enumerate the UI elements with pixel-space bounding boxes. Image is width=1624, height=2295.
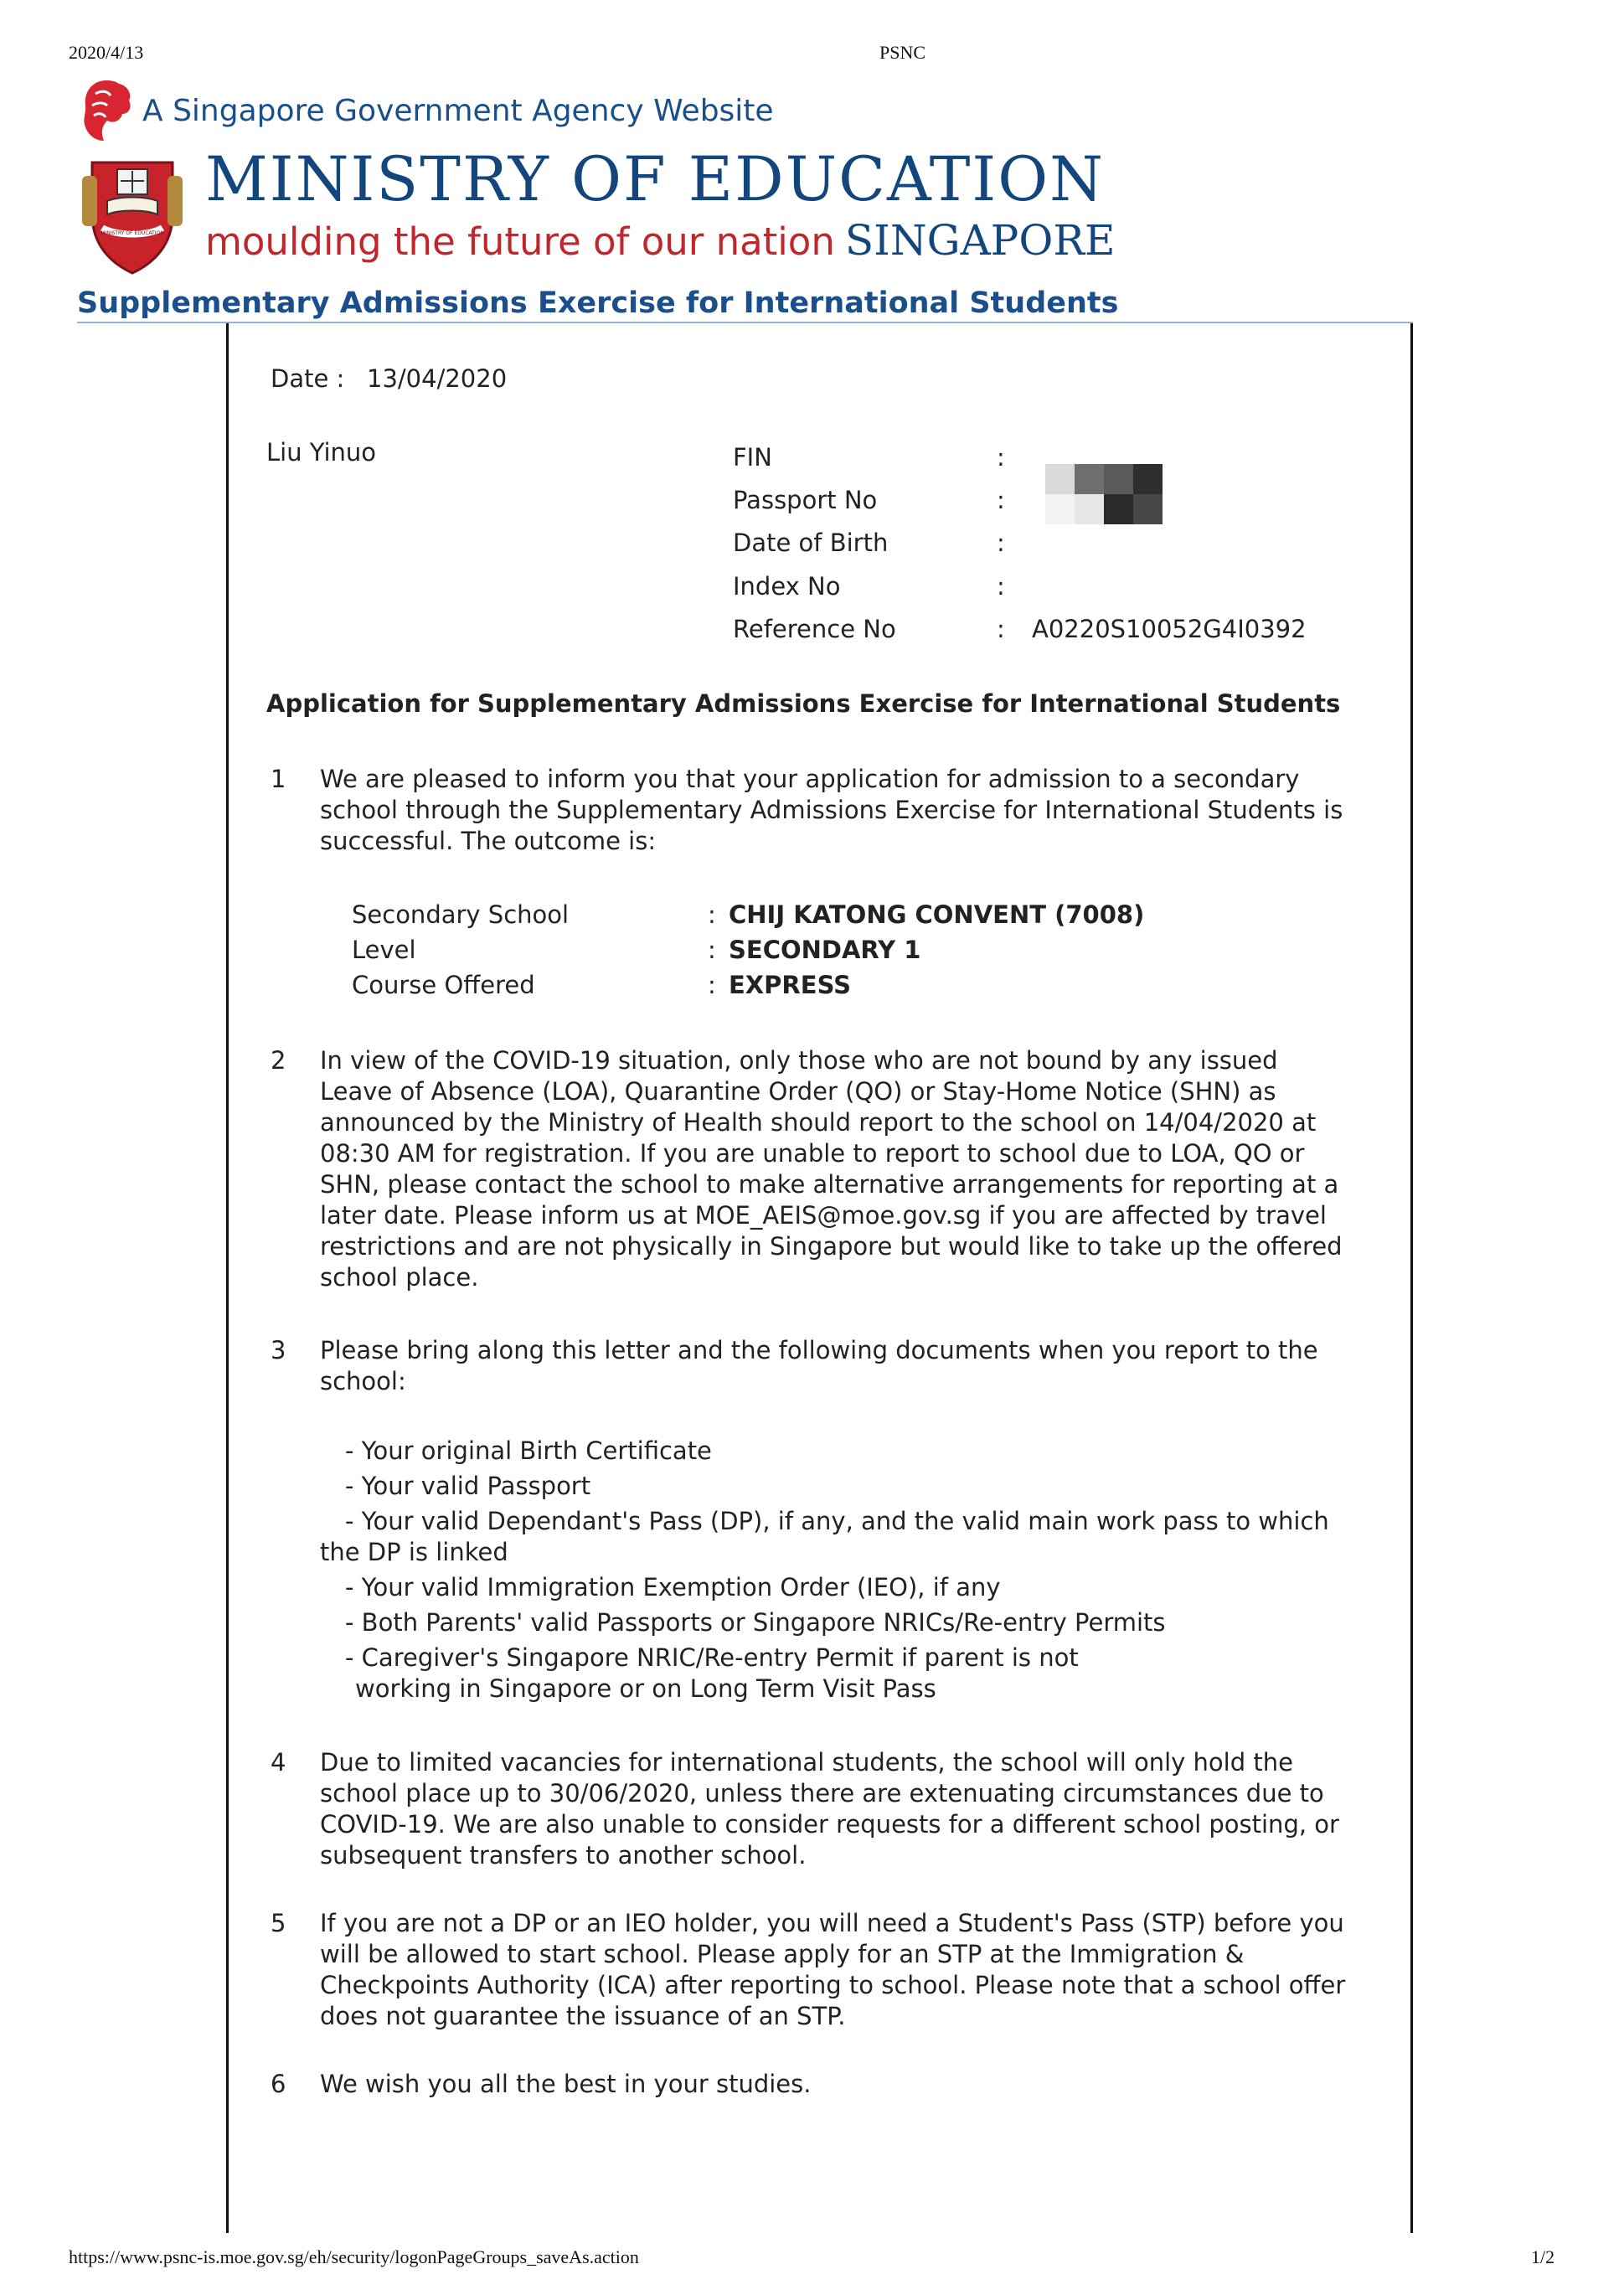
paragraph-2-line: 08:30 AM for registration. If you are unable to report to school due to LOA, QO or	[320, 1139, 1305, 1168]
paragraph-6-line: We wish you all the best in your studies.	[320, 2070, 812, 2098]
field-label-reference: Reference No	[733, 615, 896, 643]
redaction-mosaic	[1045, 464, 1163, 524]
paragraph-2-line: restrictions and are not physically in Singapore but would like to take up the offered	[320, 1232, 1343, 1261]
date-label: Date :	[271, 364, 345, 393]
field-label-fin: FIN	[733, 443, 772, 472]
outcome-label-school: Secondary School	[352, 900, 570, 929]
outcome-value-level: SECONDARY 1	[729, 936, 921, 964]
paragraph-1-line: We are pleased to inform you that your application for admission to a secondary	[320, 765, 1300, 793]
paragraph-5-line: does not guarantee the issuance of an STP.	[320, 2002, 846, 2030]
print-title: PSNC	[879, 42, 926, 63]
document-item: - Your original Birth Certificate	[345, 1436, 712, 1465]
print-date: 2020/4/13	[69, 42, 144, 63]
page-title: Supplementary Admissions Exercise for International Students	[77, 286, 1119, 320]
paragraph-2-line: announced by the Ministry of Health should report to the school on 14/04/2020 at	[320, 1108, 1317, 1137]
paragraph-5-line: will be allowed to start school. Please apply for an STP at the Immigration &	[320, 1940, 1245, 1968]
document-item: - Your valid Passport	[345, 1472, 591, 1500]
paragraph-5-line: If you are not a DP or an IEO holder, you will need a Student's Pass (STP) before you	[320, 1909, 1344, 1937]
document-item: - Your valid Dependant's Pass (DP), if any, and the valid main work pass to which	[345, 1507, 1329, 1535]
letter-frame-left	[226, 323, 229, 2233]
paragraph-1-line: successful. The outcome is:	[320, 827, 657, 855]
paragraph-number: 1	[271, 765, 286, 793]
document-item: - Caregiver's Singapore NRIC/Re-entry Permit if parent is not	[345, 1643, 1079, 1672]
paragraph-2-line: school place.	[320, 1263, 479, 1292]
paragraph-2-line: In view of the COVID-19 situation, only those who are not bound by any issued	[320, 1046, 1278, 1075]
paragraph-4-line: COVID-19. We are also unable to consider requests for a different school posting, or	[320, 1810, 1339, 1839]
field-sep-dob: :	[997, 529, 1005, 557]
lion-head-icon	[77, 77, 136, 144]
paragraph-number: 6	[271, 2070, 286, 2098]
ministry-country: SINGAPORE	[844, 216, 1116, 265]
paragraph-2-line: SHN, please contact the school to make alternative arrangements for reporting at a	[320, 1170, 1339, 1199]
field-sep-passport: :	[997, 486, 1005, 514]
outcome-sep-school: :	[708, 900, 716, 929]
student-name: Liu Yinuo	[266, 438, 377, 467]
field-sep-fin: :	[997, 443, 1005, 472]
document-item: - Both Parents' valid Passports or Singapore NRICs/Re-entry Permits	[345, 1608, 1166, 1637]
field-sep-reference: :	[997, 615, 1005, 643]
document-item-continued: the DP is linked	[320, 1538, 508, 1566]
document-item-continued: working in Singapore or on Long Term Visit Pass	[355, 1674, 936, 1703]
letter-subject: Application for Supplementary Admissions Exercise for International Students	[266, 689, 1341, 718]
paragraph-2-line: Leave of Absence (LOA), Quarantine Order (QO) or Stay-Home Notice (SHN) as	[320, 1077, 1276, 1106]
ministry-name: MINISTRY OF EDUCATION	[205, 144, 1105, 215]
paragraph-4-line: subsequent transfers to another school.	[320, 1841, 807, 1870]
document-item: - Your valid Immigration Exemption Order (IEO), if any	[345, 1573, 1001, 1601]
outcome-sep-course: :	[708, 971, 716, 999]
outcome-sep-level: :	[708, 936, 716, 964]
paragraph-3-line: school:	[320, 1367, 406, 1395]
heading-divider	[77, 322, 1413, 323]
date-value: 13/04/2020	[367, 364, 508, 393]
paragraph-number: 3	[271, 1336, 286, 1364]
ministry-tagline-row	[205, 216, 1116, 265]
paragraph-number: 5	[271, 1909, 286, 1937]
outcome-value-school: CHIJ KATONG CONVENT (7008)	[729, 900, 1145, 929]
print-footer-page: 1/2	[1531, 2246, 1555, 2267]
field-value-reference: A0220S10052G4I0392	[1032, 615, 1307, 643]
outcome-label-course: Course Offered	[352, 971, 535, 999]
field-label-index: Index No	[733, 572, 841, 601]
paragraph-2-line: later date. Please inform us at MOE_AEIS@moe.gov.sg if you are affected by travel	[320, 1201, 1327, 1230]
moe-crest-icon	[74, 151, 191, 276]
paragraph-4-line: Due to limited vacancies for international students, the school will only hold the	[320, 1748, 1293, 1777]
print-footer-url: https://www.psnc-is.moe.gov.sg/eh/security/logonPageGroups_saveAs.action	[69, 2246, 639, 2267]
paragraph-3-line: Please bring along this letter and the following documents when you report to the	[320, 1336, 1318, 1364]
agency-banner-text: A Singapore Government Agency Website	[142, 94, 774, 128]
field-label-dob: Date of Birth	[733, 529, 889, 557]
field-label-passport: Passport No	[733, 486, 878, 514]
paragraph-number: 4	[271, 1748, 286, 1777]
outcome-label-level: Level	[352, 936, 416, 964]
ministry-tagline: moulding the future of our nation	[205, 219, 835, 264]
letter-frame-right	[1410, 323, 1413, 2233]
paragraph-4-line: school place up to 30/06/2020, unless there are extenuating circumstances due to	[320, 1779, 1324, 1808]
paragraph-number: 2	[271, 1046, 286, 1075]
paragraph-1-line: school through the Supplementary Admissions Exercise for International Students is	[320, 796, 1343, 824]
field-sep-index: :	[997, 572, 1005, 601]
outcome-value-course: EXPRESS	[729, 971, 852, 999]
paragraph-5-line: Checkpoints Authority (ICA) after reporting to school. Please note that a school offer	[320, 1971, 1346, 1999]
crest-ribbon-text: MINISTRY OF EDUCATION	[101, 230, 164, 236]
